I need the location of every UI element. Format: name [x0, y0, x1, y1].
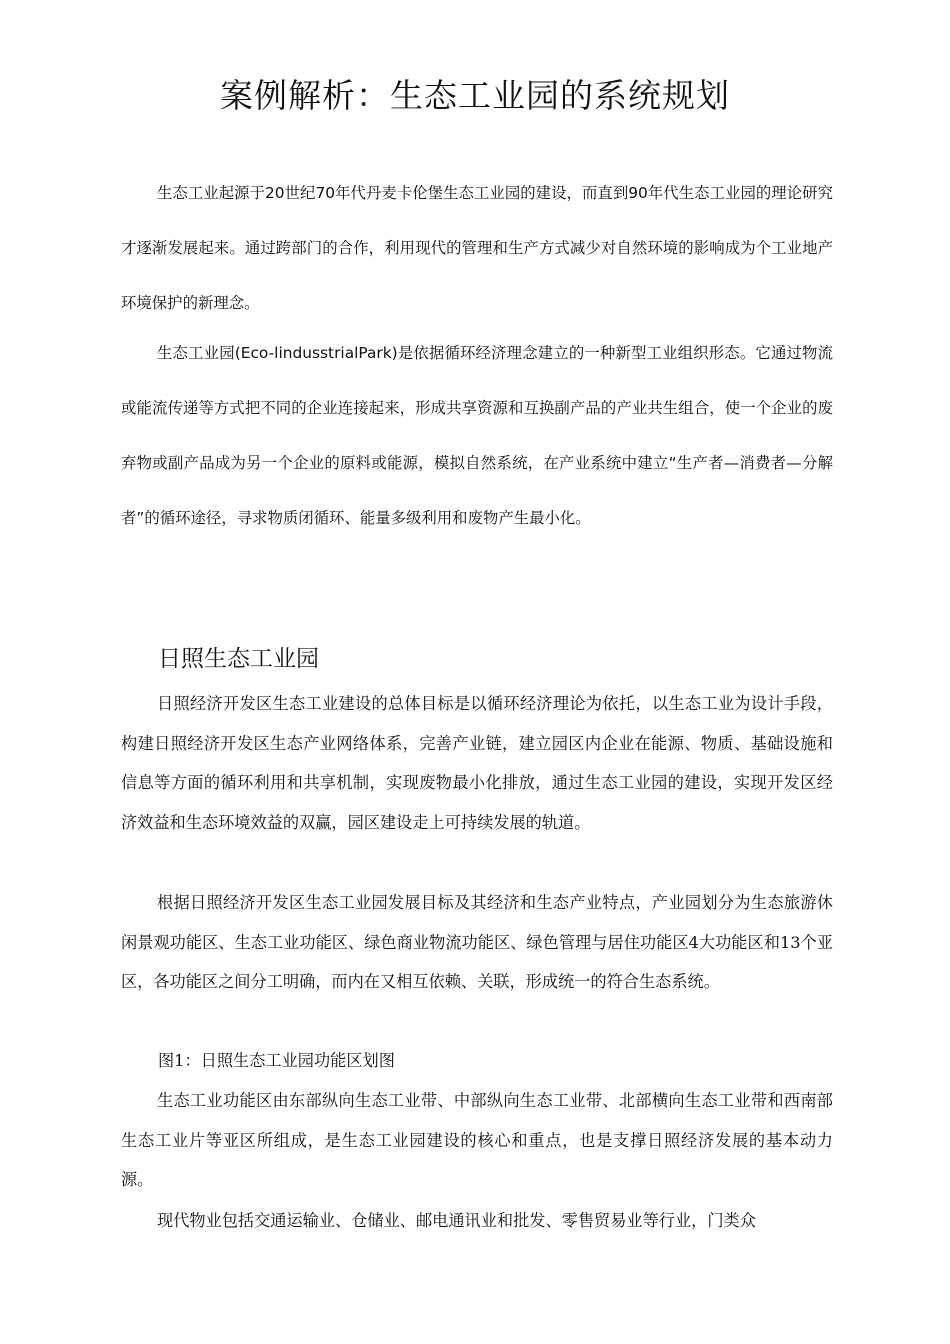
document-title: 案例解析：生态工业园的系统规划: [220, 76, 730, 115]
figure-caption: 图1：日照生态工业园功能区划图: [158, 1051, 395, 1070]
section-heading: 日照生态工业园: [158, 646, 319, 672]
intro-paragraph-2: 生态工业园(Eco-lindusstrialPark)是依据循环经济理念建立的一种新型工业组织形态。它通过物流或能流传递等方式把不同的企业连接起来，形成共享资源和互换副产品的产业共生组合，使一个企业的废弃物或副产品成为另一个企业的原料或能源，模拟自然系统，在产业系统中建立“生产者—消费者—分解者”的循环途径，寻求物质闭循环、能量多级利用和废物产生最小化。: [121, 344, 833, 527]
section-paragraph-1: 日照经济开发区生态工业建设的总体目标是以循环经济理论为依托，以生态工业为设计手段，构建日照经济开发区生态产业网络体系，完善产业链，建立园区内企业在能源、物质、基础设施和信息等方面的循环利用和共享机制，实现废物最小化排放，通过生态工业园的建设，实现开发区经济效益和生态环境效益的双赢，园区建设走上可持续发展的轨道。: [121, 694, 833, 832]
section-paragraph-2: 根据日照经济开发区生态工业园发展目标及其经济和生态产业特点，产业园划分为生态旅游休闲景观功能区、生态工业功能区、绿色商业物流功能区、绿色管理与居住功能区4大功能区和13个亚区，各功能区之间分工明确，而内在又相互依赖、关联，形成统一的符合生态系统。: [121, 893, 833, 991]
after-figure-paragraph-1: 生态工业功能区由东部纵向生态工业带、中部纵向生态工业带、北部横向生态工业带和西南部生态工业片等亚区所组成，是生态工业园建设的核心和重点，也是支撑日照经济发展的基本动力源。: [121, 1091, 833, 1189]
after-figure-paragraph-2: 现代物业包括交通运输业、仓储业、邮电通讯业和批发、零售贸易业等行业，门类众: [157, 1211, 756, 1230]
intro-paragraph-1: 生态工业起源于20世纪70年代丹麦卡伦堡生态工业园的建设，而直到90年代生态工业园的理论研究才逐渐发展起来。通过跨部门的合作，利用现代的管理和生产方式减少对自然环境的影响成为个工业地产环境保护的新理念。: [121, 184, 833, 312]
